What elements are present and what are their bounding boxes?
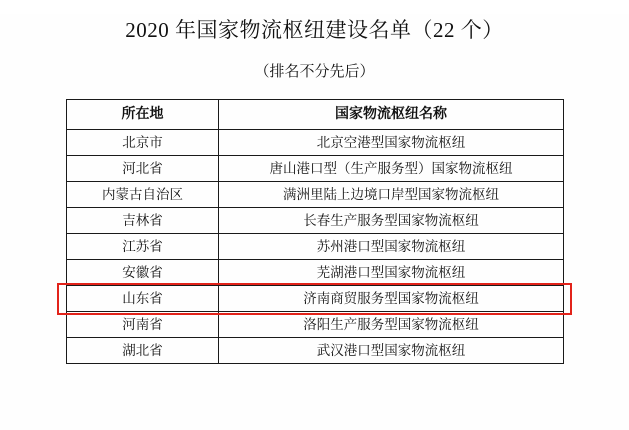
cell-region: 河北省	[67, 156, 219, 182]
page-subtitle: （排名不分先后）	[254, 64, 375, 80]
table-container	[66, 99, 563, 364]
column-header-region: 所在地	[67, 100, 219, 130]
cell-region: 江苏省	[67, 234, 219, 260]
table-body	[67, 130, 564, 364]
column-header-name: 国家物流枢纽名称	[219, 100, 564, 130]
table-row	[67, 208, 564, 234]
cell-name: 长春生产服务型国家物流枢纽	[219, 208, 564, 234]
table-row	[67, 338, 564, 364]
cell-region: 安徽省	[67, 260, 219, 286]
table-row	[67, 312, 564, 338]
cell-region: 山东省	[67, 286, 219, 312]
cell-name: 武汉港口型国家物流枢纽	[219, 338, 564, 364]
table-row	[67, 156, 564, 182]
page-title: 2020 年国家物流枢纽建设名单（22 个）	[125, 18, 504, 42]
cell-region: 湖北省	[67, 338, 219, 364]
hub-list-table	[66, 99, 564, 364]
cell-name: 济南商贸服务型国家物流枢纽	[219, 286, 564, 312]
cell-name: 芜湖港口型国家物流枢纽	[219, 260, 564, 286]
cell-name: 唐山港口型（生产服务型）国家物流枢纽	[219, 156, 564, 182]
cell-region: 河南省	[67, 312, 219, 338]
cell-region: 吉林省	[67, 208, 219, 234]
cell-name: 北京空港型国家物流枢纽	[219, 130, 564, 156]
table-row	[67, 286, 564, 312]
table-row	[67, 130, 564, 156]
cell-name: 洛阳生产服务型国家物流枢纽	[219, 312, 564, 338]
table-row	[67, 182, 564, 208]
table-row	[67, 260, 564, 286]
table-header-row	[67, 100, 564, 130]
table-row	[67, 234, 564, 260]
document-page	[0, 14, 629, 430]
cell-region: 内蒙古自治区	[67, 182, 219, 208]
cell-region: 北京市	[67, 130, 219, 156]
cell-name: 满洲里陆上边境口岸型国家物流枢纽	[219, 182, 564, 208]
cell-name: 苏州港口型国家物流枢纽	[219, 234, 564, 260]
